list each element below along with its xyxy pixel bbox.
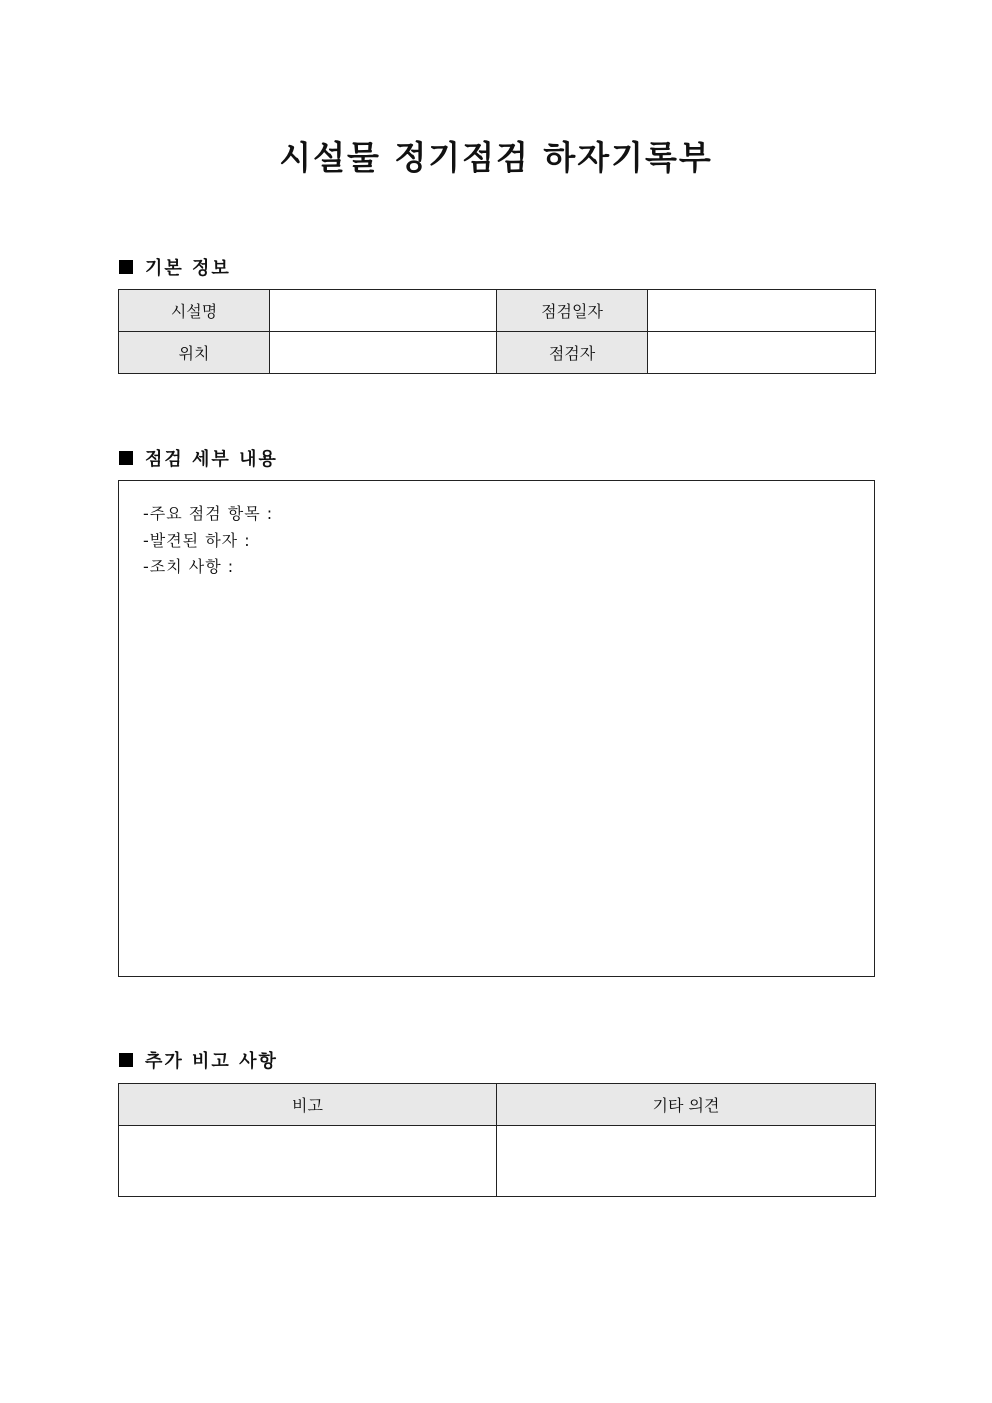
document-title: 시설물 정기점검 하자기록부 (279, 138, 713, 177)
square-bullet-icon (119, 260, 133, 274)
note-column-header: 비고 (119, 1084, 497, 1126)
defects-found-line: -발견된 하자 : (143, 530, 251, 550)
inspection-date-field[interactable] (648, 290, 876, 332)
details-text (143, 501, 273, 581)
location-label: 위치 (119, 332, 270, 374)
inspection-date-label: 점검일자 (497, 290, 648, 332)
square-bullet-icon (119, 1053, 133, 1067)
main-items-line: -주요 점검 항목 : (143, 504, 274, 523)
details-heading-label: 점검 세부 내용 (145, 449, 278, 470)
remarks-table (118, 1083, 876, 1197)
facility-name-field[interactable] (270, 290, 497, 332)
basic-info-heading-label: 기본 정보 (145, 258, 231, 279)
details-box[interactable] (118, 480, 875, 977)
square-bullet-icon (119, 451, 133, 465)
facility-name-label: 시설명 (119, 290, 270, 332)
details-heading (119, 445, 278, 471)
note-field[interactable] (119, 1126, 497, 1197)
location-field[interactable] (270, 332, 497, 374)
remarks-heading (119, 1047, 278, 1073)
table-row (119, 332, 876, 374)
remarks-heading-label: 추가 비고 사항 (145, 1051, 278, 1072)
actions-taken-line: -조치 사항 : (143, 557, 235, 576)
basic-info-heading (119, 254, 231, 280)
inspector-field[interactable] (648, 332, 876, 374)
other-opinion-column-header: 기타 의견 (497, 1084, 876, 1126)
other-opinion-field[interactable] (497, 1126, 876, 1197)
table-row (119, 1126, 876, 1197)
table-row (119, 1084, 876, 1126)
inspector-label: 점검자 (497, 332, 648, 374)
table-row (119, 290, 876, 332)
basic-info-table (118, 289, 876, 374)
